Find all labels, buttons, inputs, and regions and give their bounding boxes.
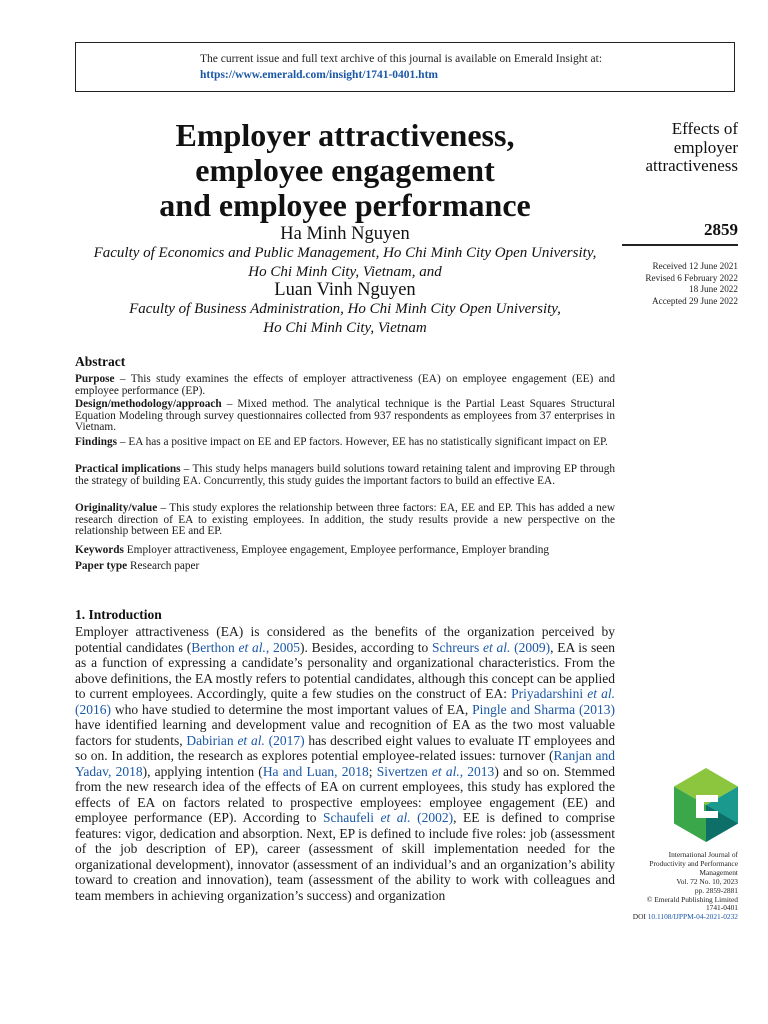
abstract-findings	[75, 437, 615, 449]
journal-line: Management	[699, 867, 738, 877]
section-label: Practical implications	[75, 463, 181, 475]
affiliation-line: Ho Chi Minh City, Vietnam	[263, 320, 427, 336]
citation-link[interactable]: Ha and Luan, 2018	[262, 763, 369, 779]
journal-line: © Emerald Publishing Limited	[646, 894, 738, 904]
author-affiliation	[75, 244, 615, 282]
date-line: 18 June 2022	[689, 284, 738, 294]
section-label: Findings	[75, 436, 118, 448]
author-name: Luan Vinh Nguyen	[274, 280, 416, 300]
journal-archive-link[interactable]: https://www.emerald.com/insight/1741-0401.htm	[200, 69, 438, 81]
journal-line: Productivity and Performance	[649, 858, 738, 868]
section-label: Design/methodology/approach	[75, 398, 222, 410]
doi-line	[620, 913, 738, 922]
running-head-line: employer	[673, 137, 738, 157]
citation-link[interactable]: Dabirian et al. (2017)	[186, 732, 305, 748]
abstract-design	[75, 399, 615, 434]
banner-text: The current issue and full text archive of this journal is available on Emerald Insight at:	[200, 53, 603, 65]
title-line: and employee performance	[159, 187, 531, 223]
affiliation-line: Faculty of Business Administration, Ho Chi Minh City Open University,	[129, 301, 561, 317]
date-line: Received 12 June 2021	[652, 261, 738, 271]
citation-link[interactable]: Schaufeli et al. (2002)	[323, 810, 454, 825]
abstract-practical	[75, 464, 615, 487]
date-line: Accepted 29 June 2022	[652, 295, 738, 306]
date-line: Revised 6 February 2022	[645, 272, 738, 283]
affiliation-line: Ho Chi Minh City, Vietnam, and	[248, 264, 442, 280]
emerald-publishing-logo-icon	[674, 768, 738, 842]
journal-line: pp. 2859-2881	[694, 885, 738, 895]
running-head-line: Effects of	[671, 119, 738, 138]
page-number: 2859	[704, 220, 738, 239]
title-line: Employer attractiveness,	[175, 117, 515, 153]
section-text: – This study examines the effects of employer attractiveness (EA) on employee engagement (EE) and employee performance (EP).	[75, 373, 615, 397]
keywords	[75, 545, 615, 557]
section-text: Employer attractiveness, Employee engagement, Employee performance, Employer branding	[123, 544, 549, 556]
running-head-line: attractiveness	[645, 156, 738, 175]
citation-link[interactable]: Berthon et al., 2005	[191, 639, 300, 655]
section-label: Purpose	[75, 373, 115, 385]
doi-link[interactable]: 10.1108/IJPPM-04-2021-0232	[647, 912, 738, 922]
running-head	[622, 120, 738, 176]
citation-link[interactable]: Schreurs et al. (2009)	[431, 639, 551, 655]
submission-dates	[622, 261, 738, 307]
citation-link[interactable]: Sivertzen et al., 2013	[376, 763, 495, 779]
section-heading: 1. Introduction	[75, 607, 162, 622]
abstract-purpose	[75, 374, 615, 397]
journal-line: 1741-0401	[705, 903, 738, 913]
citation-link[interactable]: Pingle and Sharma (2013)	[472, 701, 615, 717]
citation-link[interactable]: Ranjan and Yadav, 2018	[75, 748, 615, 779]
abstract-originality	[75, 503, 615, 538]
journal-line: Vol. 72 No. 10, 2023	[676, 876, 738, 886]
section-label: Originality/value	[75, 502, 158, 514]
section-text: – This study explores the relationship between three factors: EA, EE and EP. This has added a new research direction of EA to existing employees. In addition, the study results provide a new perspective on the relationship between EE and EP.	[75, 502, 615, 537]
divider	[622, 244, 738, 246]
paper-type	[75, 561, 615, 573]
section-text: – Mixed method. The analytical technique is the Partial Least Squares Structural Equation Modeling through survey questionnaires collected from 937 respondents as employees from 37 enterprises in Vietnam.	[75, 398, 615, 433]
article-title	[75, 118, 615, 223]
section-text: – This study helps managers build solutions toward retaining talent and improving EP through the strategy of building EA. Concurrently, this study guides the important factors to build an effective EA.	[75, 463, 615, 487]
journal-line: International Journal of	[668, 850, 738, 859]
introduction-body: Employer attractiveness (EA) is considered as the benefits of the organization perceived by potential candidates (Berthon et al., 2005). Besides, according to Schreurs et al. (2009), EA is seen as a function of expressing a candidate’s personality and organizational characteristics. From the above definitions, the EA mostly refers to potential candidates, although this concept can be applied to current employees. Accordingly, quite a few studies on the construct of EA: Priyadarshini et al. (2016) who have studied to determine the most important values of EA, Pingle and Sharma (2013) have identified learning and development value and recognition of EA as the two most valuable factors for students, Dabirian et al. (2017) has described eight values to evaluate IT employees and so on. In addition, the research as explores potential employee-related issues: turnover (Ranjan and Yadav, 2018), applying intention (Ha and Luan, 2018; Sivertzen et al., 2013) and so on. Stemmed from the new research idea of the effects of EA on current employees, this study has explored the effects of EA on factors related to prospective employees: employee engagement (EE) and employee performance (EP). According to Schaufeli et al. (2002), EE is defined to comprise features: vigor, dedication and absorption. Next, EP is defined to include five roles: job (assessment of the job description of EP), career (assessment of skill implementation needed for the organizational development), innovator (assessment of an individual’s and an organization’s ability toward to creation and innovation), team (assessment of the ability to work with colleagues and team members in achieving organization’s success) and organization	[75, 624, 615, 903]
affiliation-line: Faculty of Economics and Public Management, Ho Chi Minh City Open University,	[93, 245, 597, 261]
title-line: employee engagement	[195, 152, 495, 188]
section-label: Keywords	[75, 544, 124, 556]
section-text: Research paper	[127, 560, 200, 572]
author-name: Ha Minh Nguyen	[280, 224, 410, 244]
section-text: – EA has a positive impact on EE and EP factors. However, EE has no statistically significant impact on EP.	[117, 436, 608, 448]
doi-label: DOI	[632, 912, 648, 922]
abstract-heading: Abstract	[75, 354, 126, 369]
journal-info	[620, 851, 738, 922]
author-affiliation	[75, 300, 615, 338]
citation-link[interactable]: Priyadarshini et al. (2016)	[75, 686, 615, 717]
availability-banner	[75, 42, 735, 92]
section-label: Paper type	[75, 560, 128, 572]
